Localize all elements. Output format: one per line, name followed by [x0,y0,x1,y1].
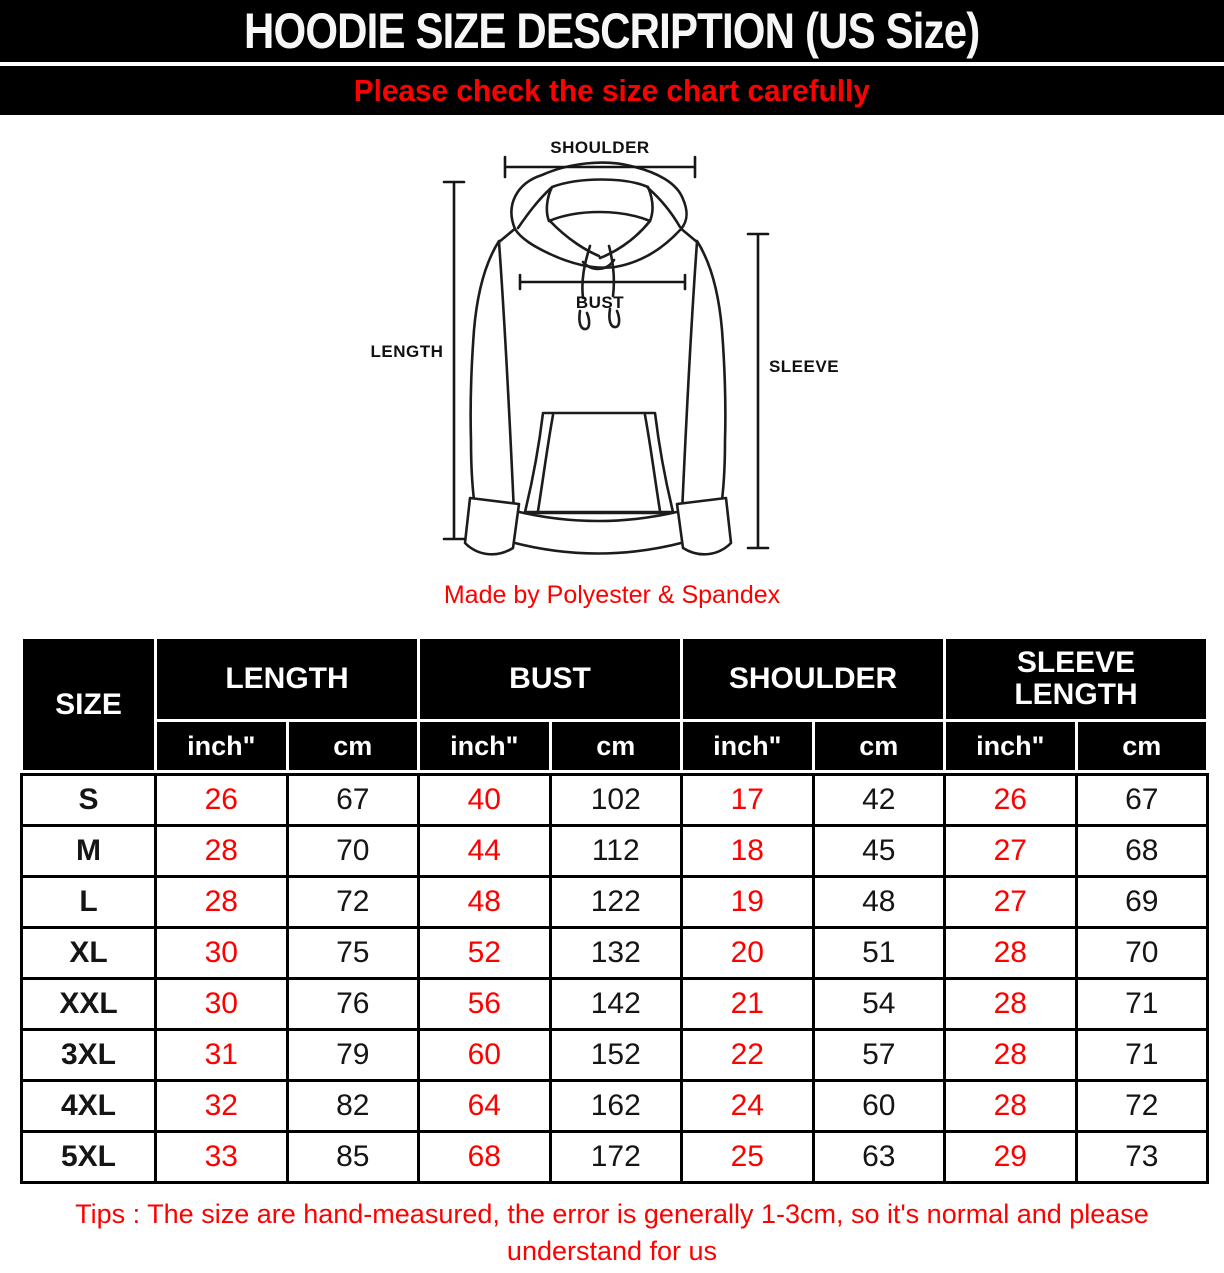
value-cell: 17 [683,776,812,824]
sleeve-dim-line [748,234,768,548]
value-cell: 25 [683,1133,812,1181]
value-cell: 48 [420,878,549,926]
value-cell: 112 [552,827,681,875]
value-cell: 27 [946,827,1075,875]
size-table-header [23,639,1206,770]
value-cell: 67 [289,776,418,824]
value-cell: 32 [157,1082,286,1130]
unit-header-cm: cm [1078,722,1207,770]
value-cell: 152 [552,1031,681,1079]
size-label-cell: XL [23,929,154,977]
value-cell: 31 [157,1031,286,1079]
value-cell: 28 [946,929,1075,977]
unit-header-inch: inch" [683,722,812,770]
group-header-length: LENGTH [157,639,417,719]
value-cell: 30 [157,980,286,1028]
value-cell: 48 [815,878,944,926]
value-cell: 69 [1078,878,1207,926]
size-table [23,639,1206,1184]
page-title: HOODIE SIZE DESCRIPTION (US Size) [244,3,980,59]
value-cell: 70 [289,827,418,875]
value-cell: 28 [157,878,286,926]
value-cell: 162 [552,1082,681,1130]
group-header-shoulder: SHOULDER [683,639,943,719]
value-cell: 57 [815,1031,944,1079]
size-label-cell: M [23,827,154,875]
value-cell: 28 [946,1031,1075,1079]
value-cell: 30 [157,929,286,977]
corner-header-size: SIZE [23,639,154,770]
value-cell: 72 [289,878,418,926]
size-label-cell: S [23,776,154,824]
value-cell: 64 [420,1082,549,1130]
hoodie-line-art [465,163,731,555]
sleeve-dim-label: SLEEVE [768,357,840,376]
value-cell: 71 [1078,1031,1207,1079]
value-cell: 28 [946,980,1075,1028]
value-cell: 40 [420,776,549,824]
value-cell: 122 [552,878,681,926]
value-cell: 63 [815,1133,944,1181]
value-cell: 24 [683,1082,812,1130]
value-cell: 85 [289,1133,418,1181]
value-cell: 73 [1078,1133,1207,1181]
size-label-cell: 4XL [23,1082,154,1130]
unit-header-cm: cm [552,722,681,770]
value-cell: 26 [946,776,1075,824]
group-header-bust: BUST [420,639,680,719]
bust-dim-label: BUST [575,293,625,312]
value-cell: 54 [815,980,944,1028]
value-cell: 29 [946,1133,1075,1181]
tips-line-2: understand for us [506,1236,718,1266]
value-cell: 68 [420,1133,549,1181]
tips-note [0,1196,1224,1270]
unit-header-inch: inch" [157,722,286,770]
group-header-sleeve-length: SLEEVE LENGTH [946,639,1206,719]
value-cell: 60 [815,1082,944,1130]
value-cell: 26 [157,776,286,824]
length-dim-label: LENGTH [370,342,444,361]
unit-header-inch: inch" [420,722,549,770]
value-cell: 20 [683,929,812,977]
value-cell: 33 [157,1133,286,1181]
value-cell: 19 [683,878,812,926]
value-cell: 27 [946,878,1075,926]
size-label-cell: 3XL [23,1031,154,1079]
value-cell: 42 [815,776,944,824]
value-cell: 172 [552,1133,681,1181]
value-cell: 22 [683,1031,812,1079]
value-cell: 18 [683,827,812,875]
value-cell: 28 [946,1082,1075,1130]
value-cell: 102 [552,776,681,824]
tips-line-1: Tips : The size are hand-measured, the error is generally 1-3cm, so it's normal and please [75,1199,1149,1229]
title-banner [0,0,1224,62]
size-table-body [20,773,1209,1184]
value-cell: 76 [289,980,418,1028]
value-cell: 56 [420,980,549,1028]
value-cell: 75 [289,929,418,977]
value-cell: 79 [289,1031,418,1079]
value-cell: 132 [552,929,681,977]
value-cell: 51 [815,929,944,977]
value-cell: 142 [552,980,681,1028]
value-cell: 68 [1078,827,1207,875]
value-cell: 72 [1078,1082,1207,1130]
length-dim-line [444,182,464,539]
value-cell: 44 [420,827,549,875]
unit-header-inch: inch" [946,722,1075,770]
value-cell: 28 [157,827,286,875]
size-label-cell: XXL [23,980,154,1028]
unit-header-cm: cm [815,722,944,770]
material-note: Made by Polyester & Spandex [443,581,781,609]
size-label-cell: 5XL [23,1133,154,1181]
page-subtitle: Please check the size chart carefully [353,72,871,108]
hoodie-measurement-diagram [347,115,877,581]
value-cell: 70 [1078,929,1207,977]
value-cell: 82 [289,1082,418,1130]
value-cell: 60 [420,1031,549,1079]
value-cell: 67 [1078,776,1207,824]
shoulder-dim-label: SHOULDER [550,138,650,157]
value-cell: 45 [815,827,944,875]
size-label-cell: L [23,878,154,926]
unit-header-cm: cm [289,722,418,770]
value-cell: 71 [1078,980,1207,1028]
value-cell: 52 [420,929,549,977]
value-cell: 21 [683,980,812,1028]
subtitle-banner [0,66,1224,115]
